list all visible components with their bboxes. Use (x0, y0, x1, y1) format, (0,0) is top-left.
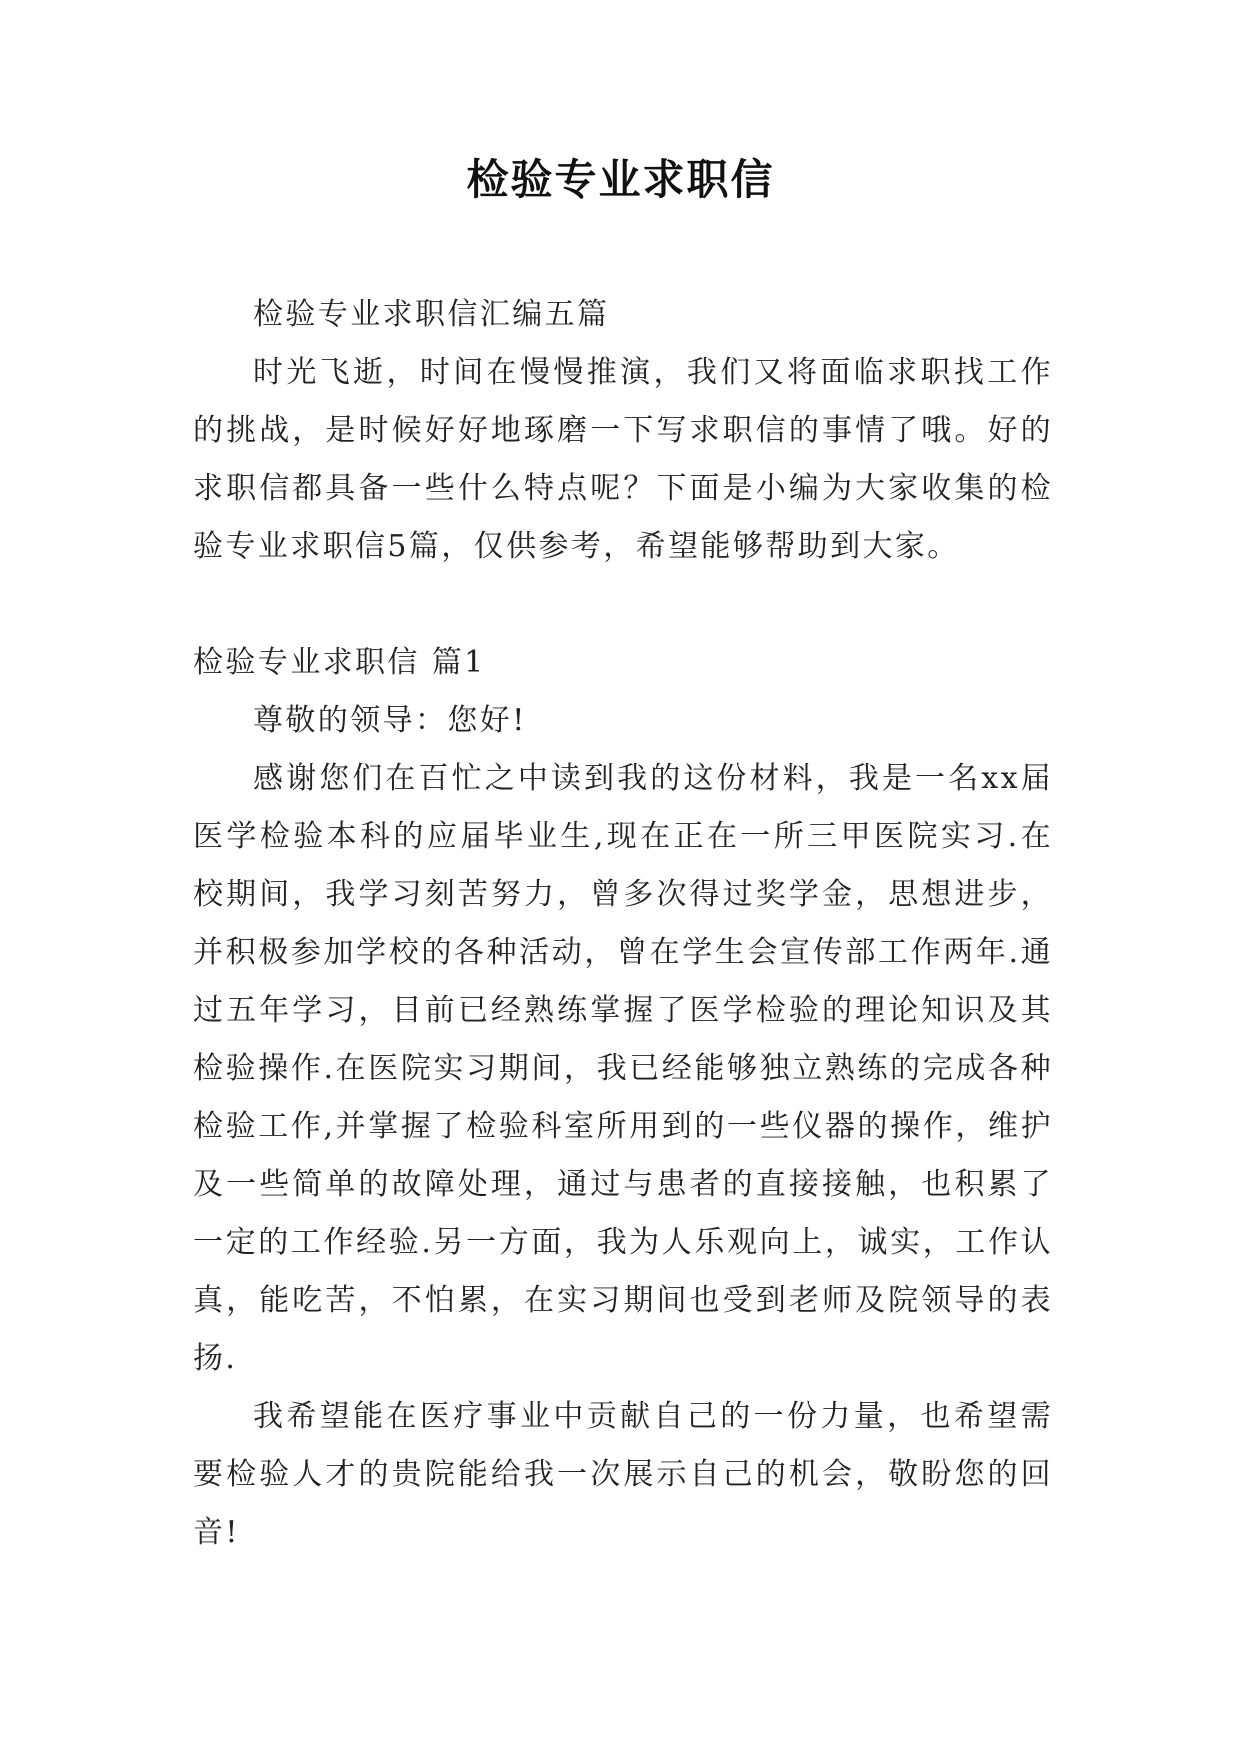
intro-paragraph: 时光飞逝，时间在慢慢推演，我们又将面临求职找工作的挑战，是时候好好地琢磨一下写求职信的事情了哦。好的求职信都具备一些什么特点呢？下面是小编为大家收集的检验专业求职信5篇，仅供参考，希望能够帮助到大家。 (193, 355, 1053, 564)
letter-paragraph-2: 我希望能在医疗事业中贡献自己的一份力量，也希望需要检验人才的贵院能给我一次展示自己的机会，敬盼您的回音! (193, 1399, 1053, 1550)
section-spacer (193, 576, 1053, 634)
letter-paragraph-1: 感谢您们在百忙之中读到我的这份材料，我是一名xx届医学检验本科的应届毕业生,现在正在一所三甲医院实习.在校期间，我学习刻苦努力，曾多次得过奖学金，思想进步，并积极参加学校的各种活动，曾在学生会宣传部工作两年.通过五年学习，目前已经熟练掌握了医学检验的理论知识及其检验操作.在医院实习期间，我已经能够独立熟练的完成各种检验工作,并掌握了检验科室所用到的一些仪器的操作，维护及一些简单的故障处理，通过与患者的直接接触，也积累了一定的工作经验.另一方面，我为人乐观向上，诚实，工作认真，能吃苦，不怕累，在实习期间也受到老师及院领导的表扬. (193, 761, 1053, 1376)
document-body (193, 286, 1053, 1562)
document-title: 检验专业求职信 (466, 155, 775, 204)
salutation: 尊敬的领导：您好! (253, 703, 527, 738)
section-heading: 检验专业求职信 篇1 (193, 645, 486, 680)
intro-heading: 检验专业求职信汇编五篇 (253, 297, 610, 332)
